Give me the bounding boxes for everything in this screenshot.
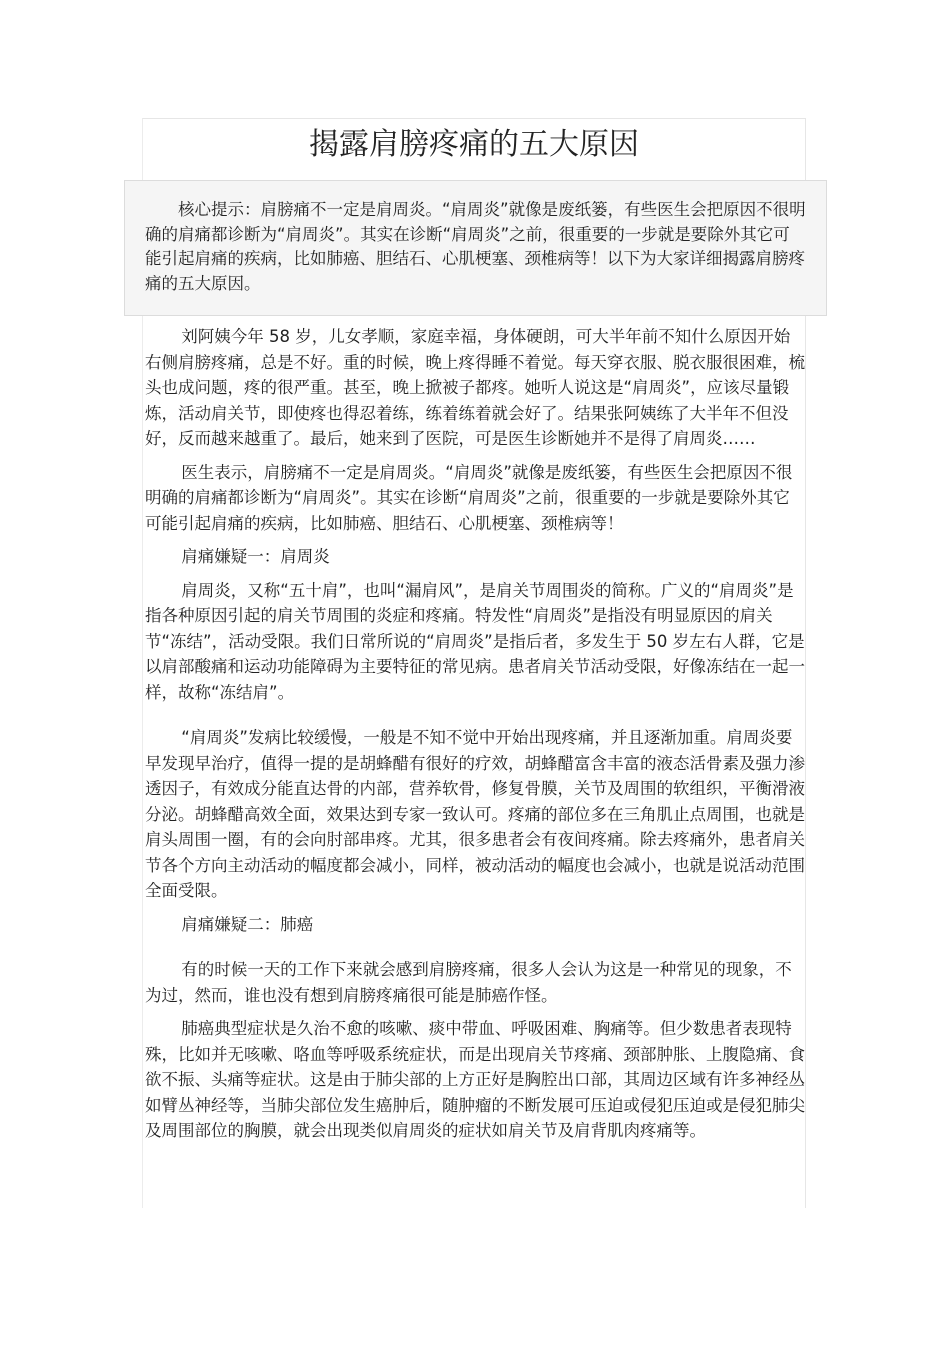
- article-body: [145, 324, 805, 1152]
- paragraph-doctor-note: 医生表示，肩膀痛不一定是肩周炎。“肩周炎”就像是废纸篓，有些医生会把原因不很明确的肩痛都诊断为“肩周炎”。其实在诊断“肩周炎”之前，很重要的一步就是要除外其它可能引起肩痛的疾病，比如肺癌、胆结石、心肌梗塞、颈椎病等！: [145, 462, 793, 533]
- paragraph-lung-detail: 肺癌典型症状是久治不愈的咳嗽、痰中带血、呼吸困难、胸痛等。但少数患者表现特殊，比如并无咳嗽、咯血等呼吸系统症状，而是出现肩关节疼痛、颈部肿胀、上腹隐痛、食欲不振、头痛等症状。这是由于肺尖部的上方正好是胸腔出口部，其周边区域有许多神经丛如臂丛神经等，当肺尖部位发生癌肿后，随肿瘤的不断发展可压迫或侵犯压迫或是侵犯肺尖及周围部位的胸膜，就会出现类似肩周炎的症状如肩关节及肩背肌肉疼痛等。: [145, 1019, 805, 1140]
- paragraph-case-story: 刘阿姨今年 58 岁，儿女孝顺，家庭幸福，身体硬朗，可大半年前不知什么原因开始右侧肩膀疼痛，总是不好。重的时候，晚上疼得睡不着觉。每天穿衣服、脱衣服很困难，梳头也成问题，疼的很严重。甚至，晚上掀被子都疼。她听人说这是“肩周炎”，应该尽量锻炼，活动肩关节，即使疼也得忍着练，练着练着就会好了。结果张阿姨练了大半年不但没好，反而越来越重了。最后，她来到了医院，可是医生诊断她并不是得了肩周炎……: [145, 327, 805, 448]
- summary-box: [124, 180, 827, 316]
- paragraph-frozen-shoulder: 肩周炎，又称“五十肩”，也叫“漏肩风”，是肩关节周围炎的简称。广义的“肩周炎”是指各种原因引起的肩关节周围的炎症和疼痛。特发性“肩周炎”是指没有明显原因的肩关节“冻结”，活动受限。我们日常所说的“肩周炎”是指后者，多发生于 50 岁左右人群，它是以肩部酸痛和运动功能障碍为主要特征的常见病。患者肩关节活动受限，好像冻结在一起一样，故称“冻结肩”。: [145, 580, 805, 702]
- section-heading-1: 肩痛嫌疑一：肩周炎: [181, 547, 330, 566]
- paragraph-symptoms: “肩周炎”发病比较缓慢，一般是不知不觉中开始出现疼痛，并且逐渐加重。肩周炎要早发现早治疗，值得一提的是胡蜂醋有很好的疗效，胡蜂醋富含丰富的液态活骨素及强力渗透因子，有效成分能直达骨的内部，营养软骨，修复骨膜，关节及周围的软组织，平衡滑液分泌。胡蜂醋高效全面，效果达到专家一致认可。疼痛的部位多在三角肌止点周围，也就是肩头周围一圈，有的会向肘部串疼。尤其，很多患者会有夜间疼痛。除去疼痛外，患者肩关节各个方向主动活动的幅度都会减小，同样，被动活动的幅度也会减小，也就是说活动范围全面受限。: [145, 728, 805, 900]
- summary-text: 核心提示：肩膀痛不一定是肩周炎。“肩周炎”就像是废纸篓，有些医生会把原因不很明确的肩痛都诊断为“肩周炎”。其实在诊断“肩周炎”之前，很重要的一步就是要除外其它可能引起肩痛的疾病，比如肺癌、胆结石、心肌梗塞、颈椎病等！以下为大家详细揭露肩膀疼痛的五大原因。: [145, 200, 806, 293]
- page-title: 揭露肩膀疼痛的五大原因: [309, 127, 639, 162]
- section-heading-2: 肩痛嫌疑二：肺癌: [181, 914, 314, 934]
- paragraph-lung-intro: 有的时候一天的工作下来就会感到肩膀疼痛，很多人会认为这是一种常见的现象，不为过，然而，谁也没有想到肩膀疼痛很可能是肺癌作怪。: [145, 960, 792, 1005]
